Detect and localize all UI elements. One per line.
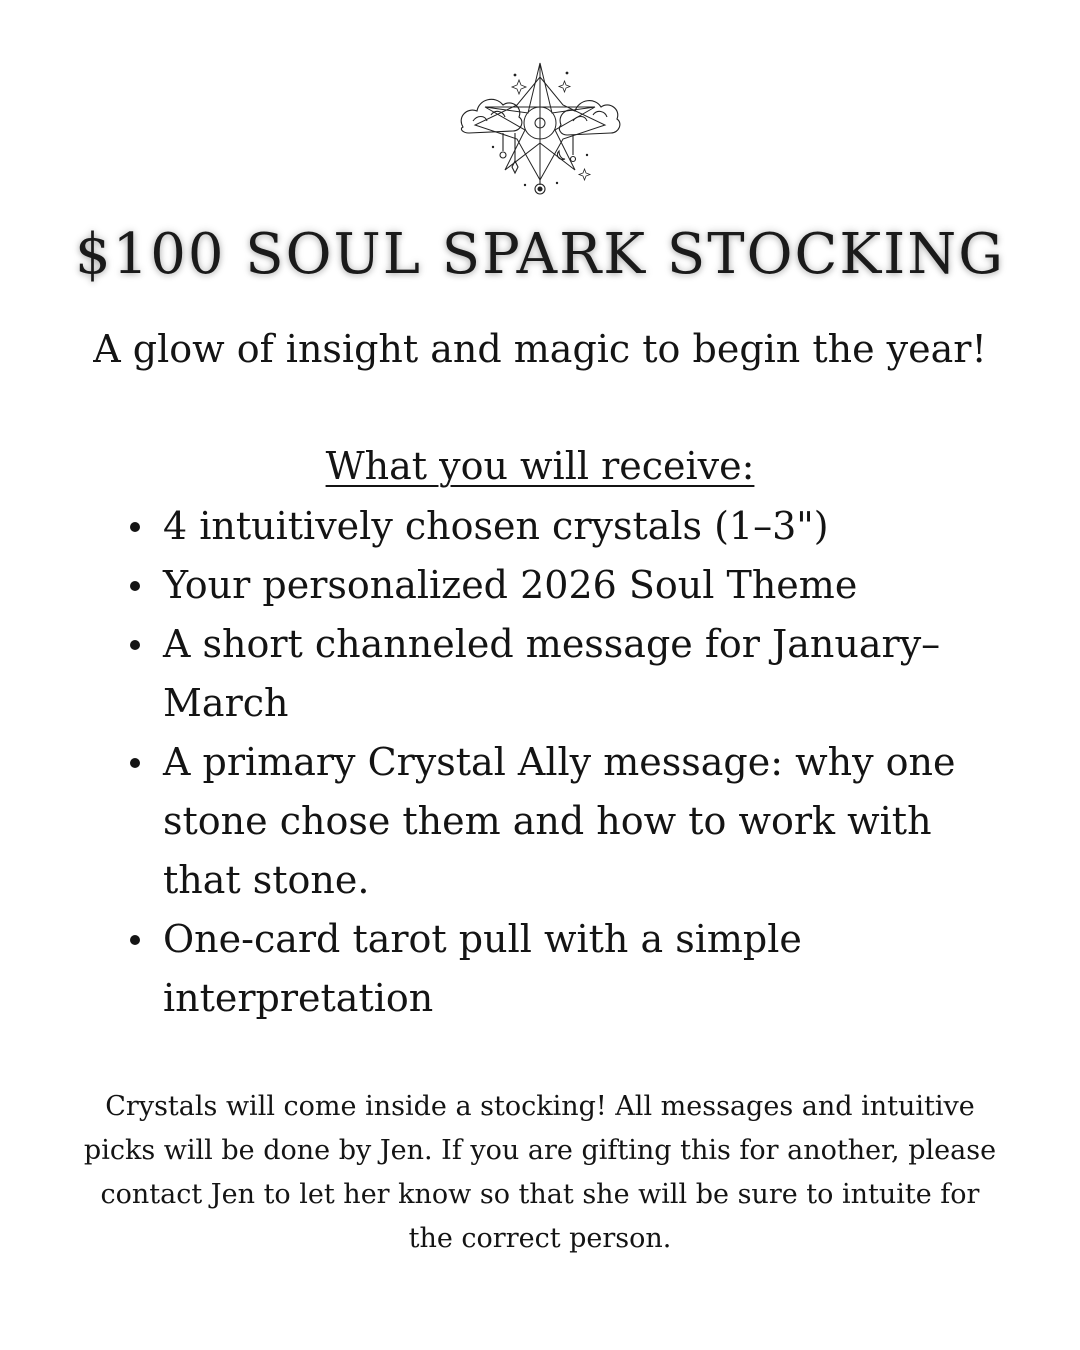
tagline: A glow of insight and magic to begin the year! (93, 327, 987, 371)
celestial-star-clouds-icon (455, 55, 625, 205)
list-heading: What you will receive: (325, 444, 755, 488)
page-title: $100 SOUL SPARK STOCKING (74, 222, 1006, 287)
list-item: Your personalized 2026 Soul Theme (128, 556, 978, 615)
footnote: Crystals will come inside a stocking! All messages and intuitive picks will be done by Jen. If you are gifting this for another, please contact Jen to let her know so that she will be sure to intuite for the correct person. (83, 1091, 997, 1254)
list-item: A primary Crystal Ally message: why one stone chose them and how to work with that stone. (128, 733, 978, 910)
list-item: A short channeled message for January–March (128, 615, 978, 733)
benefits-list (128, 497, 978, 1028)
list-item: One-card tarot pull with a simple interpretation (128, 910, 978, 1028)
list-item: 4 intuitively chosen crystals (1–3") (128, 497, 978, 556)
